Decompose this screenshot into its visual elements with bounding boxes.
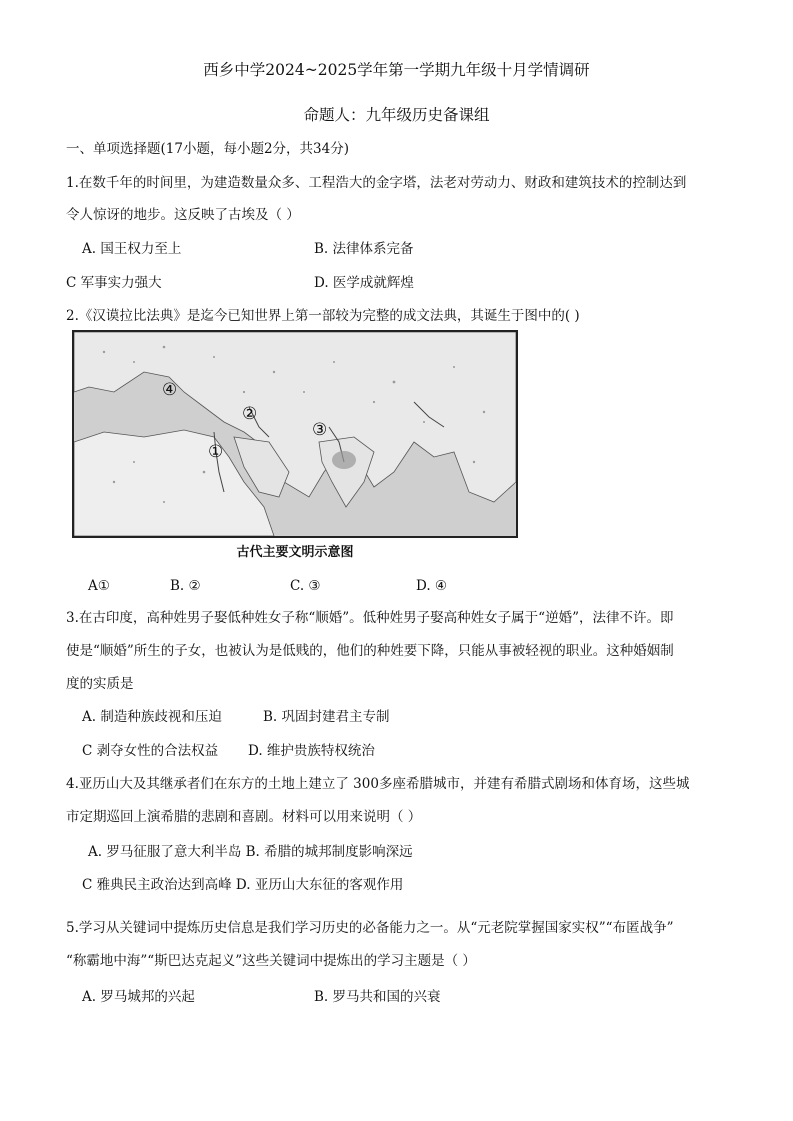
q4-stem-line2: 市定期巡回上演希腊的悲剧和喜剧。材料可以用来说明（ ）: [66, 809, 422, 825]
q1-option-b: B. 法律体系完备: [314, 241, 414, 257]
q3-option-d: D. 维护贵族特权统治: [248, 743, 375, 759]
map-graphic: [74, 332, 516, 536]
q2-stem-line1: 2.《汉谟拉比法典》是迄今已知世界上第一部较为完整的成文法典，其诞生于图中的( ): [66, 308, 580, 324]
q1-stem-line1: 1.在数千年的时间里，为建造数量众多、工程浩大的金字塔，法老对劳动力、财政和建筑技术的控制达到: [66, 175, 687, 191]
q3-option-b: B. 巩固封建君主专制: [263, 709, 390, 725]
q4-options-cd: C 雅典民主政治达到高峰 D. 亚历山大东征的客观作用: [82, 877, 404, 893]
q3-option-c: C 剥夺女性的合法权益: [82, 743, 219, 759]
q1-stem-line2: 令人惊讶的地步。这反映了古埃及（ ）: [66, 207, 300, 223]
q5-stem-line2: “称霸地中海”“斯巴达克起义”这些关键词中提炼出的学习主题是（ ）: [66, 953, 476, 969]
q5-stem-line1: 5.学习从关键词中提炼历史信息是我们学习历史的必备能力之一。从“元老院掌握国家实权”“布匿战争”: [66, 920, 674, 936]
map-marker-3: ③: [312, 420, 328, 440]
q3-stem-line3: 度的实质是: [66, 676, 134, 692]
ancient-civilizations-map: [72, 330, 518, 538]
q2-option-d: D. ④: [416, 578, 448, 594]
exam-author: 命题人：九年级历史备课组: [303, 106, 490, 124]
q2-option-c: C. ③: [290, 578, 321, 594]
q4-options-ab: A. 罗马征服了意大利半岛 B. 希腊的城邦制度影响深远: [88, 844, 413, 860]
q5-option-a: A. 罗马城邦的兴起: [82, 989, 195, 1005]
q2-option-a: A①: [88, 578, 110, 594]
q5-option-b: B. 罗马共和国的兴衰: [314, 989, 441, 1005]
q2-option-b: B. ②: [170, 578, 201, 594]
q1-option-a: A. 国王权力至上: [82, 241, 182, 257]
map-caption: 古代主要文明示意图: [236, 545, 354, 560]
q3-stem-line2: 使是“顺婚”所生的子女，也被认为是低贱的，他们的种姓要下降，只能从事被轻视的职业。这种婚姻制: [66, 643, 674, 659]
q4-stem-line1: 4.亚历山大及其继承者们在东方的土地上建立了 300多座希腊城市，并建有希腊式剧场和体育场，这些城: [66, 776, 690, 792]
q1-option-d: D. 医学成就辉煌: [314, 275, 414, 291]
q1-option-c: C 军事实力强大: [66, 275, 162, 291]
map-marker-2: ②: [242, 404, 258, 424]
exam-title: 西乡中学2024~2025学年第一学期九年级十月学情调研: [203, 61, 590, 79]
q3-stem-line1: 3.在古印度，高种姓男子娶低种姓女子称“顺婚”。低种姓男子娶高种姓女子属于“逆婚”，法律不许。即: [66, 610, 674, 626]
map-marker-4: ④: [162, 380, 178, 400]
map-marker-1: ①: [208, 442, 224, 462]
q3-option-a: A. 制造种族歧视和压迫: [82, 709, 222, 725]
section-heading: 一、单项选择题(17小题，每小题2分，共34分): [66, 141, 349, 157]
